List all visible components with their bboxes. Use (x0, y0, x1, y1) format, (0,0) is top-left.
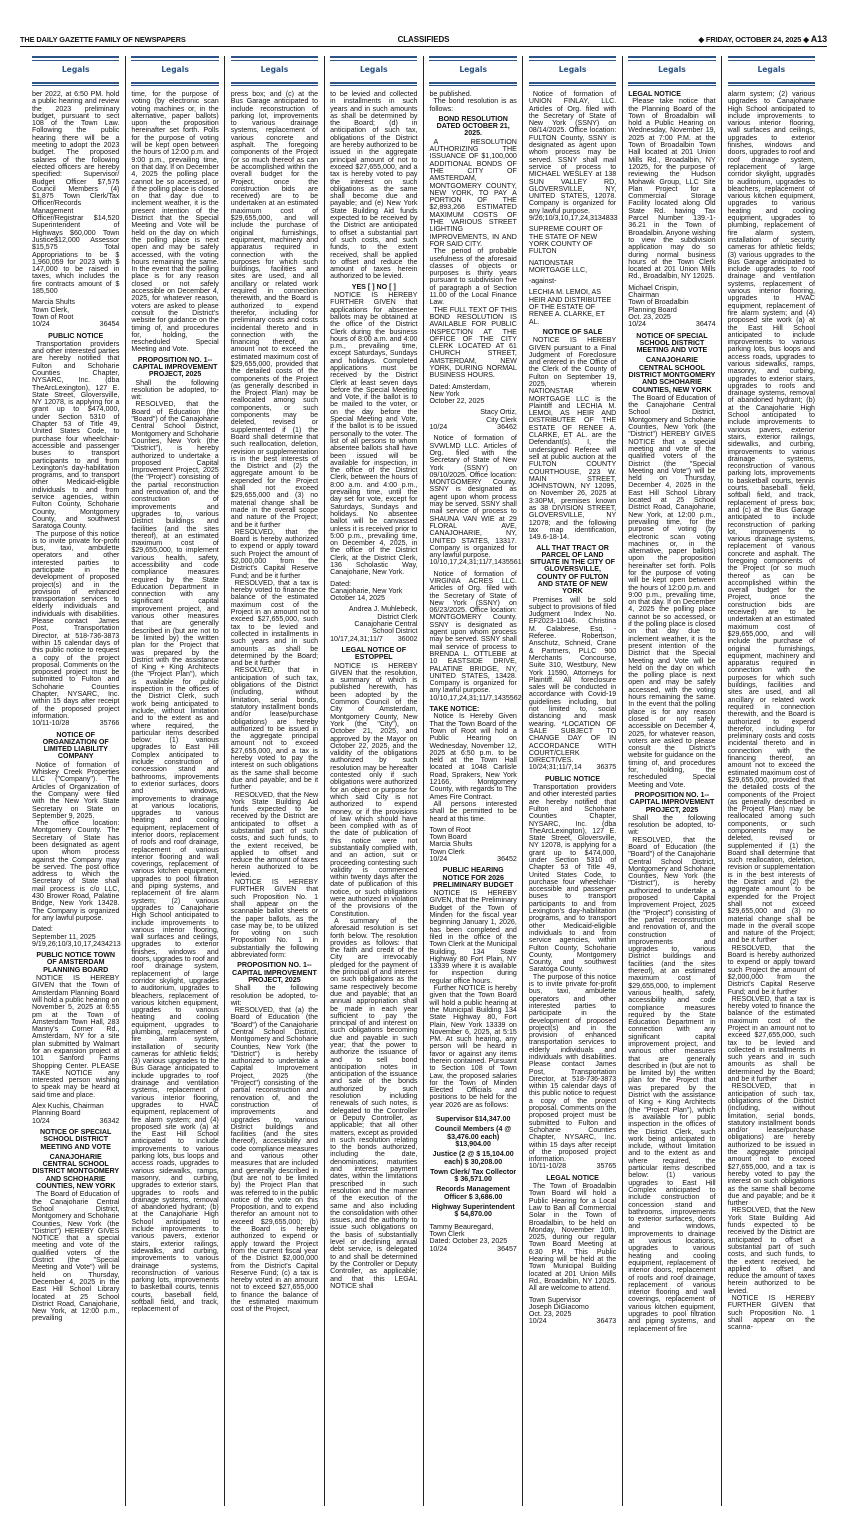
signature-line: Andrea J. Muhlebeck, (348, 605, 418, 614)
notice-heading: Justice (2 @ $ 15,104.00 each) $ 30,208.00 (432, 1150, 514, 1166)
legals-banner (231, 56, 318, 86)
column-text (628, 91, 715, 1509)
ad-number: 35562 (501, 693, 522, 702)
run-dates: 10/24 (32, 1116, 50, 1125)
notice-paragraph: Notice of formation of VIRGINIA ACRES LLC. Articles of Org. filed with the Secretary of State of New York (SSNY) on 06/23/2025. Office location: MONTGOMERY County. SSNY is designated as agent upon whom process may be served. SSNY shall mail service of process to BRENDA L. OTTLEBE at 10 EASTSIDE DRIVE, PALATINE BRIDGE, NY, UNITED STATES, 13428. Company is organized for any lawful purpose. (429, 569, 517, 695)
notice-heading: NOTICE OF SALE (542, 327, 603, 336)
section-title: CLASSIFIEDS (397, 35, 450, 44)
notice-paragraph: RESOLVED, that (a) the Board of Education (the "Board") of the Canajoharie Central School District, Montgomery and Schoharie Counties, New York (the "District") is hereby authorized to undertake a Capital Improvement Project, 2025 (the "Project") consisting of the partial reconstruction and renovation of, and the construction of improvements and upgrades to, various District buildings and facilities (and the sites thereof), accessibility and code compliance measures and various other measures that are included and generally described in (but are not to be limited by) the Project Plan that was referred to in the public notice of the vote on this Proposition, and to expend therefor an amount not to exceed $29,655,000; (b) the Board is hereby authorized to expend or apply toward the Project from the current fiscal year of the District $2,000,000 from the District's Capital Reserve Fund; (c) a tax is hereby voted in an amount not to exceed $27,655,000 to finance the balance of the estimated maximum cost of the Project, (230, 1006, 319, 1314)
text-segment: RESOLVED, that the Board of Education (the "Board") of the Canajoharie Central School District, Montgomery and Schoharie Counties, New York (the "District"), is hereby authorized to undertake a proposed Capital Improvement Project, 2025 (the "Project") consisting of the partial reconstruction and renovation of, and the construction of improvements and upgrades to, various District buildings and facilities (and the sites thereof), at an estimated maximum cost of $29,655,000, to implement various health, safety, accessibility and code compliance measures required by the State Education Department in connection with any significant capital improvement project, and various other measures that are generally described in (but are not to be limited by) the written plan for the Project that was prepared by the District with the assistance of King + King Architects (the "Project Plan"), which is available for public inspection in the offices of the District Clerk, such work being anticipated to include, without limitation and to the extent as and where required, the particular items described below: (1) various upgrades to East Hill Complex anticipated to include construction of concession stand and bathrooms, improvements to exterior surfaces, doors and windows, improvements to drainage at various locations, upgrades to various heating and cooling equipment, replacement of interior doors, replacement of roofs and roof drainage, replacement of various interior flooring and wall coverings, replacement of various kitchen equipment, upgrades to pool filtration and piping systems, and replacement of fire (131, 400, 219, 898)
notice-paragraph: THE FULL TEXT OF THIS BOND RESOLUTION IS AVAILABLE FOR PUBLIC INSPECTION AT THE OFFICE OF THE CITY CLERK LOCATED AT 61 CHURCH STREET, AMSTERDAM, NEW YORK, DURING NORMAL BUSINESS HOURS. (429, 305, 517, 380)
ad-number: 36473 (596, 1317, 617, 1326)
run-dates: 10/24 (429, 1244, 448, 1253)
notice-line: Tammy Beauregard, (429, 1222, 494, 1231)
notice-heading: CANAJOHARIE CENTRAL SCHOOL DISTRICT MONTGOMERY AND SCHOHARIE COUNTIES, NEW YORK (628, 356, 716, 394)
notice-reference (628, 321, 715, 328)
column-2 (131, 56, 218, 1512)
legals-banner (131, 56, 218, 86)
notice-paragraph: NOTICE IS HEREBY FURTHER GIVEN that such Proposition No. 1 shall appear on the scanna- (727, 1293, 815, 1332)
ad-number: 36457 (497, 1244, 517, 1253)
spacer (429, 1109, 516, 1113)
notice-paragraph: Please take notice that the Planning Board of the Town of Broadalbin will hold a Public Hearing on Wednesday, November 19, 2025 at 7:00 P.M. at the Town of Broadalbin Town Hall located at 201 Union Mills Rd., Broadalbin, NY 12025, for the purpose of reviewing the Hudson Mohawk Group, LLC Site Plan Project for a Commercial Storage Facility located along Old State Rd. having Tax Parcel Number 139.-1-36.21 in the Town of Broadalbin. Anyone wishing to view the subdivision application may do so during normal business hours of the Town Clerk located at 201 Union Mills Rd., Broadalbin, NY 12025. (628, 97, 716, 281)
signature-line: Canajoharie Central (354, 620, 418, 629)
notice-reference (32, 720, 119, 727)
notice-line: SUPREME COURT OF THE STATE OF NEW YORK COUNTY OF FULTON (528, 225, 603, 256)
date-text: ◆ FRIDAY, OCTOBER 24, 2025 ◆ (698, 35, 809, 44)
notice-paragraph (231, 91, 318, 529)
notice-line: Dated: (330, 579, 352, 588)
notice-paragraph (628, 837, 715, 1333)
notice-line: Dated: October 23, 2025 (429, 1237, 508, 1246)
notice-paragraph: Shall the following resolution be adopted, to-wit: (628, 813, 716, 837)
notice-line: Joseph DiGiacomo (528, 1302, 589, 1311)
ad-number: 35766 (99, 719, 120, 728)
ad-number: 36454 (99, 320, 120, 329)
notice-heading: NOTICE OF SPECIAL SCHOOL DISTRICT MEETING AND VOTE (40, 1127, 112, 1151)
notice-paragraph: RESOLVED, that in anticipation of such tax, obligations of the District (including, without limitation, serial bonds, statutory installment bonds and/or lease/purchase obligations) are hereby authorized to be issued in the aggregate principal amount not to exceed $27,655,000, and a tax is hereby voted to pay the interest on such obligations as the same shall become due and payable; and be it further (727, 1082, 815, 1208)
notice-line: Marcia Shults (32, 298, 75, 307)
notice-reference (529, 1318, 616, 1325)
column-text (131, 91, 218, 1509)
notice-heading: CANAJOHARIE CENTRAL SCHOOL DISTRICT MONTGOMERY AND SCHOHARIE COUNTIES, NEW YORK (32, 1152, 120, 1191)
column-text (231, 91, 318, 1509)
notice-paragraph (728, 91, 815, 945)
column-text (330, 91, 417, 1509)
notice-line: Town Clerk (429, 847, 465, 856)
notice-line: Canajoharie, New York (330, 586, 403, 595)
notice-paragraph: RESOLVED, that the Board is hereby authorized to expend or apply toward such Project the amount of $2,000,000 from the District's Capital Reserve Fund; and be it further (727, 943, 815, 996)
notice-paragraph: Further NOTICE is hereby given that the Town Board will hold a public hearing at the Municipal Building 134 State Highway 80, Fort Plain, New York 13339 on November 6, 2025, at 5:15 PM. At such hearing, any person will be heard in favor or against any items therein contained. Pursuant to Section 108 of Town Law, the proposed salaries for the Town of Minden Elected Officials and positions to be held for the year 2026 are as follows: (429, 984, 517, 1109)
notice-line: Michael Crispin, (628, 283, 679, 292)
notice-paragraph: RESOLVED, that the New York State Building Aid funds expected to be received by the District are anticipated to offset a substantial part of such costs, and such funds, to the extent received, be applied to offset and reduce the amount of taxes herein authorized to be levied. (230, 790, 319, 879)
run-dates: 10/11-10/28 (528, 1162, 567, 1171)
signature-line: School District (372, 627, 418, 636)
ad-number: 36452 (497, 854, 517, 863)
notice-paragraph: NOTICE IS HEREBY FURTHER GIVEN that applications for absentee ballots may be obtained at the office of the District Clerk during the business hours of 8:00 a.m. and 4:00 p.m., prevailing time, except Saturdays, Sundays and holidays. Completed applications must be received by the District Clerk at least seven days before the Special Meeting and Vote, if the ballot is to be mailed to the voter, or on the day before the Special Meeting and Vote, if the ballot is to be issued personally to the voter. The list of all persons to whom absentee ballots shall have been issued will be available for inspection, in the office of the District Clerk, between the hours of 8:00 a.m. and 4:00 p.m., prevailing time, until the day set for vote, except for Saturdays, Sundays and holidays. No absentee ballot will be canvassed unless it is received prior to 5:00 p.m., prevailing time, on December 4, 2025, in the office of the District Clerk, at the District Clerk, 136 Scholastic Way, Canajoharie, New York. (330, 291, 418, 577)
banner-label: Legals (459, 65, 487, 74)
notice-heading: PUBLIC NOTICE (544, 774, 601, 783)
notice-reference (529, 1163, 616, 1170)
ad-number: 35561 (501, 558, 522, 567)
column-7 (628, 56, 715, 1512)
banner-label: Legals (658, 65, 686, 74)
notice-reference (32, 1118, 119, 1125)
page-number: A13 (810, 34, 827, 44)
text-segment: alarm system; (2) various upgrades to Canajoharie High School anticipated to include improvements to various interior flooring, wall surfaces and ceilings, upgrades to exterior finishes, windows and doors, upgrades to roof and roof drainage system, replacement of large corridor skylight, upgrades to auditorium, upgrades to bleachers, replacement of various kitchen equipment, upgrades to various heating and cooling equipment, upgrades to plumbing, replacement of fire alarm system, installation of security cameras for athletic fields; (3) various upgrades to the Bus Garage anticipated to include upgrades to roof drainage and ventilation systems, replacement of various interior flooring, upgrades to HVAC equipment, replacement of fire alarm system; and (4) proposed site work (a) at the East Hill School anticipated to include improvements to various parking lots, bus loops and access roads, upgrades to various sidewalks, ramps, masonry, and curbing, upgrades to exterior stairs, upgrades to roofs and drainage systems, removal of abandoned hydrant; (b) at the Canajoharie High School anticipated to include improvements to various pavers, exterior stairs, exterior railings, sidewalks, and curbing, improvements to various drainage systems, reconstruction of various parking lots, improvements to basketball courts, tennis courts, baseball field, softball field, and track, replacement of (131, 889, 219, 1314)
notice-paragraph: The purpose of this notice is to invite private for-profit bus, taxi, ambulette operators and other interested parties to participate in the development of proposed project(s) and in the provision of enhanced transportation services to elderly individuals and individuals with disabilities. Please contact James Post, Transportation Director, at 518-736-3873 within 15 calendar days of this public notice to request a copy of the project proposal. Comments on the proposed project must be submitted to Fulton and Schoharie Counties Chapter, NYSARC, Inc. within 15 days after receipt of the proposed project information. (32, 529, 120, 720)
banner-label: Legals (558, 65, 587, 74)
notice-line: New York (429, 389, 460, 398)
run-dates: 10/24 (528, 1317, 547, 1326)
notice-heading: PUBLIC NOTICE TOWN OF AMSTERDAM PLANNING BOARD (36, 951, 116, 974)
notice-paragraph: All persons interested shall be permitted to be heard at this time. (429, 799, 517, 823)
notice-line: Town of Broadalbin (628, 298, 689, 307)
notice-paragraph: RESOLVED, that a tax is hereby voted to finance the balance of the estimated maximum cost of the Project in an amount not to exceed $27,655,000, such tax to be levied and collected in installments in such years and in such amounts as shall be determined by the Board; and be it further (230, 578, 319, 668)
notice-paragraph (131, 401, 218, 1313)
banner-label: Legals (61, 65, 90, 74)
notice-line: Planning Board (628, 305, 677, 314)
notice-heading: NOTICE OF ORGANIZATION OF LIMITED LIABILITY COMPANY (42, 730, 109, 761)
column-5 (429, 56, 522, 1512)
notice-paragraph: NOTICE IS HEREBY GIVEN that the resolution, a summary of which is published herewith, has been adopted by the Common Council of the City of Amsterdam, Montgomery County, New York (the "City"), on October 21, 2025, and approved by the Mayor on October 22, 2025, and the validity of the obligations authorized by such resolution may be hereafter contested only if such obligations were authorized for an object or purpose for which said City is not authorized to expend money, or if the provisions of law which should have been complied with as of the date of publication of this notice were not substantially complied with, and an action, suit or proceeding contesting such validity is commenced within twenty days after the date of publication of this notice, or such obligations were authorized in violation of the provisions of the Constitution. (330, 661, 418, 918)
run-dates: 10/24 (628, 320, 647, 329)
notice-paragraph: to be levied and collected in installments in such years and in such amounts as shall be determined by the Board; (d) in anticipation of such tax, obligations of the District are hereby authorized to be issued in the aggregate principal amount of not to exceed $27,655,000, and a tax is hereby voted to pay the interest on such obligations as the same shall become due and payable; and (e) New York State Building Aid funds expected to be received by the District are anticipated to offset a substantial part of such costs, and such funds, to the extent received, shall be applied to offset and reduce the amount of taxes herein authorized to be levied. (330, 90, 418, 281)
notice-paragraph: be published. (429, 90, 472, 98)
run-dates: 9/19,26;10/3,10,17,24 (32, 939, 102, 948)
notice-paragraph: RESOLVED, that in anticipation of such tax, obligations of the District (including, without limitation, serial bonds, statutory installment bonds and/or lease/purchase obligations) are hereby authorized to be issued in the aggregate principal amount not to exceed $27,655,000, and a tax is hereby voted to pay the interest on such obligations as the same shall become due and payable; and be it further (230, 666, 319, 792)
notice-paragraph: Notice of formation of Whiskey Creek Properties LLC ("Company"). The Articles of Organization of the Company were filed with the New York State Secretary on State on September 9, 2025. (32, 760, 120, 820)
notice-line: NATIONSTAR MORTGAGE LLC, (528, 258, 588, 274)
text-segment: press box; and (c) at the Bus Garage anticipated to include reconstruction of parking lot, improvements to various drainage systems, replacement of various concrete and asphalt. The foregoing components of the Project (or so much thereof as can be accomplished within the overall budget for the Project, once the construction bids are received) are to be undertaken at an estimated maximum cost of $29,655,000, and will include the purchase of original furnishings, equipment, machinery and apparatus required in connection with the purposes for which such buildings, facilities and sites are used, and all ancillary or related work required in connection therewith, and the Board is authorized to expend therefor, including for preliminary costs and costs incidental thereto and in connection with the financing thereof, an amount not to exceed the estimated maximum cost of $29,655,000, provided that the detailed costs of the components of the Project (as generally described in the Project Plan) may be reallocated among such components, or such components may be deleted, revised or supplemented if (1) the Board shall determine that such reallocation, deletion, revision or supplementation is in the best interests of the District and (2) the aggregate amount to be expended for the Project shall not exceed $29,655,000 and (3) no material change shall be made in the overall scope and nature of the Project; and be it further (727, 498, 815, 945)
notice-paragraph: NOTICE IS HEREBY GIVEN, that the Preliminary Budget of the Town of Minden for the fiscal year beginning January 1, 2026, has been completed and filed in the office of the Town Clerk at the Municipal Building, 134 State Highway 80 Fort Plain, NY 13339 where it is available for inspection during regular office hours. (429, 889, 517, 985)
signature-line: City Clerk (486, 415, 517, 424)
notice-paragraph: NOTICE IS HEREBY GIVEN that the Town of Amsterdam Planning Board will hold a public hearing on November 5, 2025 at 6:55 pm at the Town of Amsterdam Town Hall, 283 Manny's Corner Rd., Amsterdam, NY for a site plan submitted by Walmart for an expansion project at 101 Sanford Farms Shopping Center. PLEASE TAKE NOTICE any interested person wishing to speak may be heard at said time and place. (32, 974, 120, 1099)
notice-paragraph (131, 91, 218, 354)
notice-paragraph: NOTICE IS HEREBY FURTHER GIVEN that such Proposition No. 1 shall appear on the scannable ballot sheets or the paper ballots, as the case may be, to be utilized for voting on such Proposition No. 1 in substantially the following abbreviated form: (230, 878, 319, 960)
column-1 (32, 56, 119, 1512)
notice-heading: NOTICE OF SPECIAL SCHOOL DISTRICT MEETING AND VOTE (636, 331, 708, 355)
notice-reference (529, 215, 616, 222)
run-dates: 9/26;10/3,10,17,24,31 (528, 214, 598, 223)
notice-line: Oct. 23, 2025 (528, 1310, 572, 1319)
notice-paragraph: Transportation providers and other interested parties are hereby notified that Fulton and Schoharie Counties Chapter, NYSARC, Inc. (dba TheArcLexington), 127 E. State Street, Gloversville, NY 12078, is applying for a grant up to $474,000, under Section 5310 of Chapter 53 of Title 49, United States Code, to purchase four wheelchair-accessible and passenger buses to transport participants to and from Lexington's day-habilitation programs, and to transport other Medicaid-eligible individuals to and from service agencies, within Fulton County, Schoharie County, Montgomery County, and southwest Saratoga County. (528, 783, 617, 974)
notice-line: LEGAL NOTICE (628, 90, 681, 98)
notice-paragraph: RESOLVED, that the New York State Building Aid funds expected to be received by the District are anticipated to offset a substantial part of such costs, and such funds, to the extent received, be applied to offset and reduce the amount of taxes herein authorized to be levied. (727, 1206, 815, 1295)
notice-line: Chairman (628, 291, 660, 300)
notice-paragraph: Shall the following resolution be adopted, to-wit: (230, 984, 319, 1007)
notice-heading: PUBLIC HEARING NOTICE FOR 2026 PRELIMINARY BUDGET (432, 866, 514, 889)
column-4 (330, 56, 417, 1512)
notice-line: Alex Kuchis, Chairman (32, 1102, 104, 1111)
legals-banner (529, 56, 616, 86)
ad-number: 34833 (597, 214, 618, 223)
notice-heading: PROPOSITION NO. 1--CAPITAL IMPROVEMENT PROJECT, 2025 (629, 790, 715, 814)
notice-paragraph: Shall the following resolution be adopted, to-wit: (131, 378, 219, 402)
banner-label: Legals (260, 65, 289, 74)
notice-heading: Town Clerk/ Tax Collector $ 36,571.00 (430, 1167, 517, 1184)
notice-line: Planning Board (32, 1109, 81, 1118)
legals-banner (728, 56, 815, 86)
notice-paragraph: The purpose of this notice is to invite private for-profit bus, taxi, ambulette operators and other interested parties to participate in the development of proposed project(s) and in the provision of enhanced transportation services to elderly individuals and individuals with disabilities. Please contact James Post, Transportation Director, at 518-736-3873 within 15 calendar days of this public notice to request a copy of the project proposal. Comments on the proposed project must be submitted to Fulton and Schoharie Counties Chapter, NYSARC, Inc. within 15 days after receipt of the proposed project information. (528, 972, 617, 1164)
notice-line: TAKE NOTICE: (429, 705, 480, 714)
publication-name: THE DAILY GAZETTE FAMILY OF NEWSPAPERS (20, 35, 186, 44)
legals-banner (429, 56, 516, 86)
notice-reference (32, 321, 119, 328)
notice-heading: Supervisor $14,347.00 (435, 1115, 511, 1124)
column-text (429, 90, 522, 1509)
notice-line: October 22, 2025 (429, 397, 485, 406)
signature-line: Stacy Ortiz, (480, 408, 517, 417)
banner-label: Legals (757, 65, 786, 74)
notice-reference (32, 941, 119, 948)
legals-banner (330, 56, 417, 86)
notice-heading: PROPOSITION NO. 1--CAPITAL IMPROVEMENT PROJECT, 2025 (132, 355, 218, 379)
notice-line: Dated: Amsterdam, (429, 382, 491, 391)
notice-heading: LEGAL NOTICE (546, 1173, 599, 1182)
text-segment: The Board of Education of the Canajoharie Central School District, Montgomery and Schoharie Counties, New York (the "District") HEREBY GIVES NOTICE that a special meeting and vote of the qualified voters of the District (the "Special Meeting and Vote") will be held on Thursday, December 4, 2025 in the East Hill School Library located at 25 School District Road, Canajoharie, New York, at 12:00 p.m., prevailing (32, 1190, 120, 1323)
notice-heading: BOND RESOLUTION DATED OCTOBER 21, 2025. (436, 114, 510, 138)
notice-line: Town Clerk, (32, 305, 70, 314)
ad-number: 35765 (596, 1162, 617, 1171)
notice-reference (529, 764, 616, 771)
notice-line: Oct. 23, 2025 (628, 312, 671, 321)
run-dates: 10/10,17,24,31;11/7,14 (429, 693, 502, 702)
text-segment: press box; and (c) at the Bus Garage anticipated to include reconstruction of parking lot, improvements to various drainage systems, replacement of various concrete and asphalt. The foregoing components of the Project (or so much thereof as can be accomplished within the overall budget for the Project, once the construction bids are received) are to be undertaken at an estimated maximum cost of $29,655,000, and will include the purchase of original furnishings, equipment, machinery and apparatus required in connection with the purposes for which such buildings, facilities and sites are used, and all ancillary or related work required in connection therewith, and the Board is authorized to expend therefor, including for preliminary costs and costs incidental thereto and in connection with the financing thereof, an amount not to exceed the estimated maximum cost of $29,655,000, provided that the detailed costs of the components of the Project (as generally described in the Project Plan) may be reallocated among such components, or such components may be deleted, revised or supplemented if (1) the Board shall determine that such reallocation, deletion, revision or supplementation is in the best interests of the District and (2) the aggregate amount to be expended for the Project shall not exceed $29,655,000 and (3) no material change shall be made in the overall scope and nature of the Project; and be it further (230, 90, 319, 529)
column-text (728, 91, 815, 1509)
text-segment: time, for the purpose of voting (by electronic scan voting machines or, in the alternative, paper ballots) upon the proposition hereinafter set forth. Polls for the purpose of voting will be kept open between the hours of 12:00 p.m. and 9:00 p.m., prevailing time, on that day. If on December 4, 2025 the polling place cannot be so accessed, or if the polling place is closed on that day due to inclement weather, it is the present intention of the District that the Special Meeting and Vote will be held on the day on which the polling place is next open and may be safely accessed, with the voting hours remaining the same. In the event that the polling place is for any reason closed or not safely accessible on December 4, 2025, for whatever reason, voters are asked to please consult the District's website for guidance on the timing of, and procedures for, holding, the rescheduled Special Meeting and Vote. (628, 517, 716, 789)
run-dates: 10/24 (429, 854, 448, 863)
text-segment: alarm system; (2) various upgrades to Canajoharie High School anticipated to include improvements to various interior flooring, wall surfaces and ceilings, upgrades to exterior finishes, windows and doors, upgrades to roof and roof drainage system, replacement of large corridor skylight, upgrades to auditorium, upgrades to bleachers, replacement of various kitchen equipment, upgrades to various heating and cooling equipment, upgrades to plumbing, replacement of fire alarm system, installation of security cameras for athletic fields; (3) various upgrades to the Bus Garage anticipated to include upgrades to roof drainage and ventilation systems, replacement of various interior flooring, upgrades to HVAC equipment, replacement of fire alarm system; and (4) proposed site work (a) at the East Hill School anticipated to include improvements to various parking lots, bus loops and access roads, upgrades to various sidewalks, ramps, masonry, and curbing, upgrades to exterior stairs, upgrades to roofs and drainage systems, removal of abandoned hydrant; (b) at the Canajoharie High School anticipated to include improvements to various pavers, exterior stairs, exterior railings, sidewalks, and curbing, improvements to various drainage systems, reconstruction of various parking lots, improvements to basketball courts, tennis courts, baseball field, softball field, and track, replacement of (727, 90, 815, 507)
ad-number: 36474 (695, 320, 716, 329)
notice-heading: Council Members (4 @ $3,476.00 each) $13,904.00 (435, 1125, 512, 1148)
signature-line: District Clerk (377, 612, 418, 621)
notice-paragraph: RESOLVED, that a tax is hereby voted to finance the balance of the estimated maximum cost of the Project in an amount not to exceed $27,655,000, such tax to be levied and collected in installments in such years and in such amounts as shall be determined by the Board; and be it further (727, 994, 815, 1084)
legals-banner (628, 56, 715, 86)
column-text (32, 91, 119, 1509)
column-8 (728, 56, 815, 1512)
notice-reference (429, 558, 522, 567)
notice-paragraph: Transportation providers and other interested parties are hereby notified that Fulton and Schoharie Counties Chapter, NYSARC, Inc. (dba TheArcLexington), 127 E. State Street, Gloversville, NY 12078, is applying for a grant up to $474,000, under Section 5310 of Chapter 53 of Title 49, United States Code, to purchase four wheelchair-accessible and passenger buses to transport participants to and from Lexington's day-habilitation programs, and to transport other Medicaid-eligible individuals to and from service agencies, within Fulton County, Schoharie County, Montgomery County, and southwest Saratoga County. (32, 339, 120, 531)
run-dates: 10/10,17,24,31;11/7,14 (429, 558, 502, 567)
notice-paragraph: The office location: Montgomery County. The Secretary of State has been designated as agent upon whom process against the Company may be served. The post office address to which the Secretary of State shall mail process is c/o LLC, 430 Brower Road, Palatine Bridge, New York 13428. The Company is organized for any lawful purpose. (32, 819, 120, 922)
notice-line: Town Supervisor (528, 1295, 582, 1304)
ad-number: 34213 (101, 939, 121, 948)
notice-paragraph: Notice Is Hereby Given That the Town Board of the Town of Root will hold a Public Hearing on Wednesday, November 12, 2025 at 6:50 p.m. to be held at the Town Hall located at 1048 Carlisle Road, Sprakers, New York 12166, Montgomery County, with regards to The Ames Fire Contract. (429, 712, 517, 801)
text-segment: RESOLVED, that the Board of Education (the "Board") of the Canajoharie Central School District, Montgomery and Schoharie Counties, New York (the "District"), is hereby authorized to undertake a proposed Capital Improvement Project, 2025 (the "Project") consisting of the partial reconstruction and renovation of, and the construction of improvements and upgrades to, various District buildings and facilities (and the sites thereof), at an estimated maximum cost of $29,655,000, to implement various health, safety, accessibility and code compliance measures required by the State Education Department in connection with any significant capital improvement project, and various other measures that are generally described in (but are not to be limited by) the written plan for the Project that was prepared by the District with the assistance of King + King Architects (the "Project Plan"), which is available for public inspection in the offices of the District Clerk, such work being anticipated to include, without limitation and to the extent as and where required, the particular items described below: (1) various upgrades to East Hill Complex anticipated to include construction of concession stand and bathrooms, improvements to exterior surfaces, doors and windows, improvements to drainage at various locations, upgrades to various heating and cooling equipment, replacement of interior doors, replacement of roofs and roof drainage, replacement of various interior flooring and wall coverings, replacement of various kitchen equipment, upgrades to pool filtration and piping systems, and replacement of fire (628, 835, 716, 1333)
notice-paragraph: The bond resolution is as follows: (429, 97, 517, 113)
notice-line: LECHIA M. LEMOI, AS HEIR AND DISTRIBUTEE OF THE ESTATE OF RENEE A. CLARKE, ET AL. (528, 288, 612, 326)
notice-paragraph: Notice of formation of UNION FINLAY, LLC. Articles of Org. filed with the Secretary of State of New York (SSNY) on 08/14/2025. Office location: FULTON County, SSNY is designated as agent upon whom process may be served. SSNY shall mail service of process to MICHAEL WESLEY at 138 SUN VALLEY RD, GLOVERSVILLE, NY, UNITED STATES, 12078. Company is organized for any lawful purpose. (528, 90, 617, 215)
notice-paragraph: NOTICE IS HEREBY GIVEN pursuant to a Final Judgment of Foreclosure and entered in the Office of the Clerk of the County of Fulton on September 19, 2025, wherein NATIONSTAR MORTGAGE LLC is the Plaintiff and LECHIA M. LEMOI, AS HEIR AND DISTRIBUTEE OF THE ESTATE OF RENEE A. CLARKE, ET AL. are the Defendant(s). I, the undersigned Referee will sell at public auction at the FULTON COUNTY COURTHOUSE, 223 W. MAIN STREET, JOHNSTOWN, NY 12095, on November 26, 2025 at 3:30PM, premises known as 38 DIVISION STREET, GLOVERSVILLE, NY 12078; and the following tax map identification, 149.6-18-14. (528, 336, 617, 542)
banner-label: Legals (359, 65, 388, 74)
column-3 (231, 56, 318, 1512)
notice-paragraph: The Town of Broadalbin Town Board will hold a Public Hearing for a Local Law to Ban all Commercial Solar in the Town of Broadalbin, to be held on Monday, November 10th, 2025, during our regular Town Board Meeting at 6:30 P.M. This Public Hearing will be held at the Town Municipal Building located at 201 Union Mills Rd., Broadalbin, NY 12025. All are welcome to attend. (528, 1182, 617, 1293)
text-segment: time, for the purpose of voting (by electronic scan voting machines or, in the alternative, paper ballots) upon the proposition hereinafter set forth. Polls for the purpose of voting will be kept open between the hours of 12:00 p.m. and 9:00 p.m., prevailing time, on that day. If on December 4, 2025 the polling place cannot be so accessed, or if the polling place is closed on that day due to inclement weather, it is the present intention of the District that the Special Meeting and Vote will be held on the day on which the polling place is next open and may be safely accessed, with the voting hours remaining the same. In the event that the polling place is for any reason closed or not safely accessible on December 4, 2025, for whatever reason, voters are asked to please consult the District's website for guidance on the timing of, and procedures for, holding, the rescheduled Special Meeting and Vote. (131, 90, 219, 354)
notice-paragraph (628, 395, 715, 789)
notice-line: Town Board (429, 833, 467, 842)
notice-line: Marcia Shults (429, 840, 473, 849)
ad-number: 36002 (397, 634, 418, 643)
run-dates: 10/24 (429, 423, 448, 432)
notice-paragraph: Notice of formation of SVWLMD LLC. Articles of Org. filed with the Secretary of State of New York (SSNY) on 09/10/2025. Office location: MONTGOMERY County. SSNY is designated as agent upon whom process may be served. SSNY shall mail service of process to SHAUNA VAN WIE at 29 FLORAL AVE, CANAJOHARIE, NY, UNITED STATES, 13317. Company is organized for any lawful purpose. (429, 434, 517, 560)
notice-line: October 14, 2025 (330, 594, 385, 603)
notice-line: Town Clerk (429, 1229, 465, 1238)
notice-reference (429, 693, 522, 702)
notice-heading: PUBLIC NOTICE (48, 331, 104, 340)
run-dates: 10/11-10/28 (32, 719, 70, 728)
text-segment: The Board of Education of the Canajoharie Central School District, Montgomery and Schoharie Counties, New York (the "District") HEREBY GIVES NOTICE that a special meeting and vote of the qualified voters of the District (the "Special Meeting and Vote") will be held on Thursday, December 4, 2025 in the East Hill School Library located at 25 School District Road, Canajoharie, New York, at 12:00 p.m., prevailing (628, 393, 716, 526)
notice-reference (429, 424, 516, 431)
notice-paragraph: RESOLVED, that the Board is hereby authorized to expend or apply toward such Project the amount of $2,000,000 from the District's Capital Reserve Fund; and be it further (230, 527, 319, 580)
notice-heading: Highway Superintendent $ 54,870.00 (431, 1203, 515, 1219)
notice-heading: Records Management Officer $ 3,686.00 (436, 1185, 511, 1201)
notice-paragraph: Premises will be sold subject to provisions of filed Judgment Index No. EF2023-11046. Christina M. Calabrese, Esq. - Referee. Robertson, Anschutz, Schneid, Crane & Partners, PLLC 900 Merchants Concourse, Suite 310, Westbury, New York 11590, Attorneys for Plaintiff. All foreclosure sales will be conducted in accordance with Covid-19 guidelines including, but not limited to, social distancing and mask wearing. *LOCATION OF SALE SUBJECT TO CHANGE DAY OF IN ACCORDANCE WITH COURT/CLERK DIRECTIVES. (528, 595, 617, 765)
run-dates: 10/17,24,31;11/7 (330, 634, 383, 643)
run-dates: 10/24 (32, 320, 50, 329)
notice-line: Town of Root (32, 312, 74, 321)
notice-heading: LEGAL NOTICE OF ESTOPPEL (341, 645, 407, 662)
notice-line: -against- (528, 277, 557, 286)
run-dates: 10/24;31;11/7,14 (528, 763, 582, 772)
notice-heading: PROPOSITION NO. 1--CAPITAL IMPROVEMENT PROJECT, 2025 (231, 961, 317, 984)
notice-reference (330, 636, 417, 643)
notice-line: September 11, 2025 (32, 932, 96, 941)
notice-paragraph: A summary of the aforesaid resolution is set forth below. The resolution provides as follows: that the faith and credit of the City are irrevocably pledged for the payment of the principal of and interest on such obligations as the same respectively become due and payable; that an annual appropriation shall be made in each year sufficient to pay the principal of and interest on such obligations becoming due and payable in such year; that the power to authorize the issuance of and to sell bond anticipation notes in anticipation of the issuance and sale of the bonds authorized by such resolution including renewals of such notes, is delegated to the Controller or Deputy Controller, as applicable; that all other matters, except as provided in such resolution relating to the bonds authorized, including the date, denominations, maturities and interest payment dates, within the limitations prescribed in such resolution and the manner of the execution of the same and also including the consolidation with other issues, and the authority to issue such obligations on the basis of substantially level or declining annual debt service, is delegated to and shall be determined by the Controller or Deputy Controller, as applicable; and that this LEGAL NOTICE shall (330, 916, 418, 1290)
legals-banner (32, 56, 119, 86)
notice-paragraph: The period of probable usefulness of the aforesaid classes of objects or purposes is thirty years pursuant to subdivision five of paragraph a of Section 11.00 of the Local Finance Law. (429, 247, 517, 307)
notice-line: Town of Root (429, 825, 471, 834)
notice-reference (429, 856, 516, 863)
column-text (529, 91, 616, 1509)
notice-line: Dated: (32, 925, 53, 934)
ad-number: 36375 (596, 763, 617, 772)
notice-paragraph (32, 1191, 119, 1322)
page-header (20, 30, 827, 47)
legals-columns (32, 56, 815, 1512)
notice-heading: ALL THAT TRACT OR PARCEL OF LAND SITUATE IN THE CITY OF GLOVERSVILLE, COUNTY OF FULTON AND STATE OF NEW YORK (530, 543, 615, 596)
notice-paragraph: ber 2022, at 6:50 PM. hold a public hearing and review the 2023 preliminary budget, pursuant to sect 108 of the Town Law. Following the public hearing there will be a meeting to adopt the 2023 budget. The proposed salaries of the following elected officers are hereby specified: Supervisor/ Budget Officer $7,575 Council Members (4) $1,875 Town Clerk/Tax Officer/Records Management Officer/Registrar $14,520 Superintendent of Highways $60,000 Town Justice$12,000 Assessor $15,575 Total Appropriations to be $ 1,960,059 for 2023 with $ 147,000 to be raised in taxes, which includes the fire contracts amount of $ 185,500 (32, 90, 120, 296)
notice-heading: YES [ ] NO [ ] (351, 282, 396, 291)
notice-reference (429, 1246, 516, 1253)
notice-paragraph: A RESOLUTION AUTHORIZING THE ISSUANCE OF $1,100,000 ADDITIONAL BONDS OF THE CITY OF AMSTERDAM, MONTGOMERY COUNTY, NEW YORK, TO PAY A PORTION OF THE $2,893,266 ESTIMATED MAXIMUM COSTS OF THE VARIOUS STREET LIGHTING IMPROVEMENTS, IN AND FOR SAID CITY. (429, 137, 517, 248)
column-6 (529, 56, 616, 1512)
banner-label: Legals (161, 65, 189, 74)
ad-number: 36462 (497, 423, 517, 432)
ad-number: 36342 (99, 1116, 120, 1125)
